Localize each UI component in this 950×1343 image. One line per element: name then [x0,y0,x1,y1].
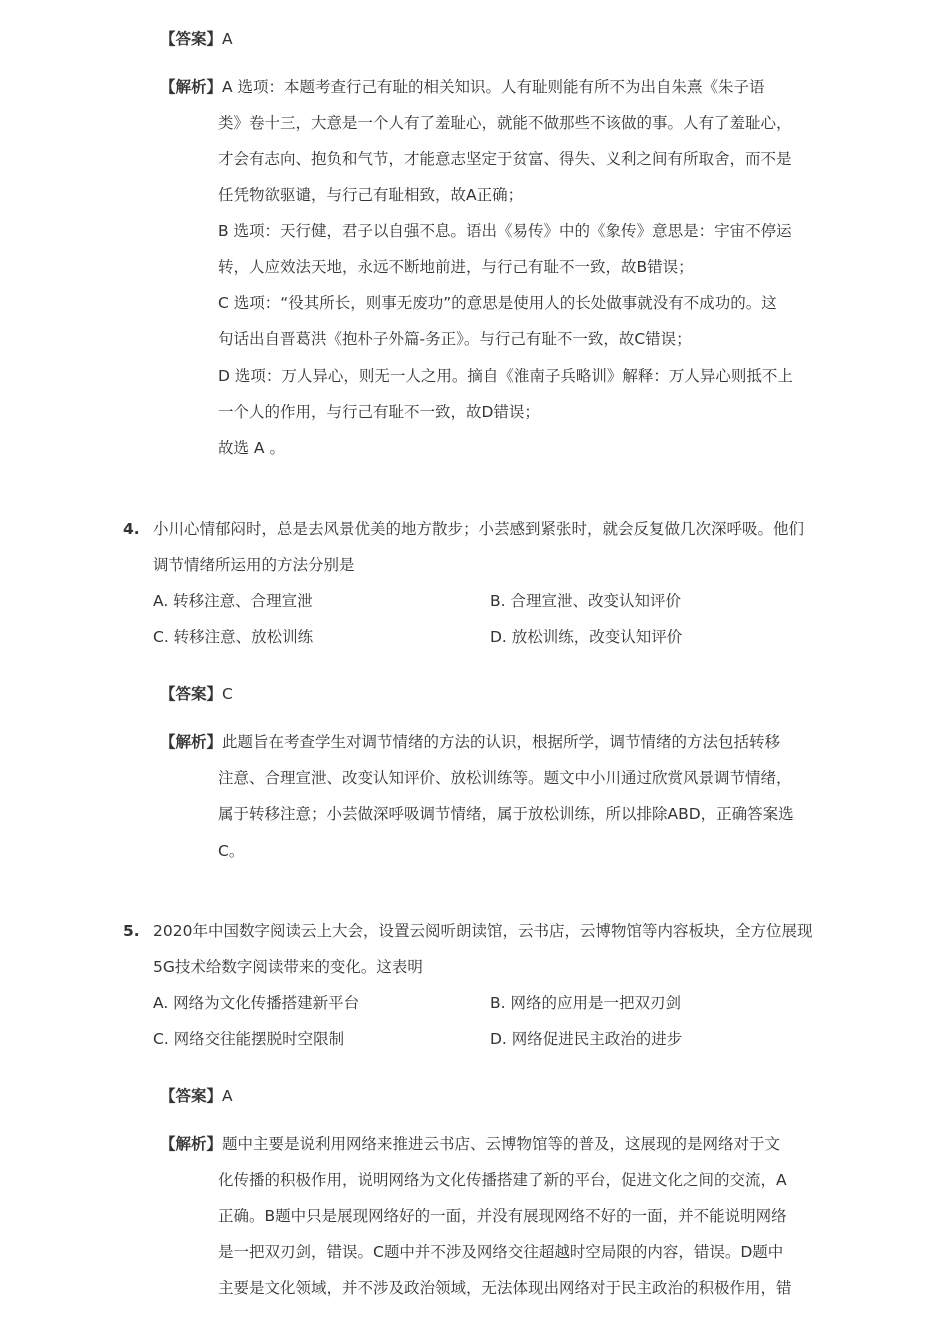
q4-number: 4. [123,520,140,538]
q3-analysis-line: 一个人的作用，与行己有耻不一致，故D错误； [218,403,540,421]
q3-analysis-line: 类》卷十三，大意是一个人有了羞耻心，就能不做那些不该做的事。人有了羞耻心， [218,114,792,132]
q4-option-b[interactable]: B. 合理宣泄、改变认知评价 [490,592,681,610]
q3-analysis-line: 转，人应效法天地，永远不断地前进，与行己有耻不一致，故B错误； [218,258,694,276]
q5-analysis-line: 主要是文化领域，并不涉及政治领域，无法体现出网络对于民主政治的积极作用，错 [218,1279,792,1297]
answer-value: A [222,1087,233,1105]
q3-analysis-first [160,76,765,98]
analysis-label: 【解析】 [160,733,223,751]
analysis-label: 【解析】 [160,78,223,96]
q5-option-c[interactable]: C. 网络交往能摆脱时空限制 [153,1030,345,1048]
q5-stem-line: 2020年中国数字阅读云上大会，设置云阅听朗读馆，云书店，云博物馆等内容板块，全方位展现 [153,922,813,940]
q5-analysis-line: 正确。B题中只是展现网络好的一面，并没有展现网络不好的一面，并不能说明网络 [218,1207,787,1225]
q5-analysis-first [160,1133,780,1155]
analysis-text: A 选项：本题考查行己有耻的相关知识。人有耻则能有所不为出自朱熹《朱子语 [222,78,765,96]
q3-analysis-line: 才会有志向、抱负和气节，才能意志坚定于贫富、得失、义利之间有所取舍，而不是 [218,150,792,168]
answer-label: 【答案】 [160,30,223,48]
q3-analysis-line: 任凭物欲驱谴，与行己有耻相致，故A正确； [218,186,524,204]
q4-analysis-first [160,731,780,753]
answer-label: 【答案】 [160,685,223,703]
q4-option-c[interactable]: C. 转移注意、放松训练 [153,628,314,646]
answer-label: 【答案】 [160,1087,223,1105]
q4-option-d[interactable]: D. 放松训练，改变认知评价 [490,628,683,646]
answer-value: C [222,685,233,703]
q5-number: 5. [123,922,140,940]
q5-analysis-line: 是一把双刃剑，错误。C题中并不涉及网络交往超越时空局限的内容，错误。D题中 [218,1243,784,1261]
analysis-label: 【解析】 [160,1135,223,1153]
q4-option-a[interactable]: A. 转移注意、合理宣泄 [153,592,313,610]
q4-stem-line: 小川心情郁闷时，总是去风景优美的地方散步；小芸感到紧张时，就会反复做几次深呼吸。他们 [153,520,805,538]
q3-analysis-line: B 选项：天行健，君子以自强不息。语出《易传》中的《象传》意思是：宇宙不停运 [218,222,792,240]
q4-stem-line: 调节情绪所运用的方法分别是 [153,556,355,574]
q3-analysis-line: D 选项：万人异心，则无一人之用。摘自《淮南子兵略训》解释：万人异心则抵不上 [218,367,793,385]
q3-analysis-line: 故选 A 。 [218,439,285,457]
q4-analysis-line: C。 [218,842,245,860]
q5-answer [160,1085,233,1107]
q4-analysis-line: 属于转移注意；小芸做深呼吸调节情绪，属于放松训练，所以排除ABD，正确答案选 [218,805,794,823]
q3-analysis-line: 句话出自晋葛洪《抱朴子外篇-务正》。与行己有耻不一致，故C错误； [218,330,692,348]
q5-stem-line: 5G技术给数字阅读带来的变化。这表明 [153,958,423,976]
q4-answer [160,683,233,705]
answer-value: A [222,30,233,48]
analysis-text: 题中主要是说利用网络来推进云书店、云博物馆等的普及，这展现的是网络对于文 [222,1135,781,1153]
q3-analysis-line: C 选项：“役其所长，则事无废功”的意思是使用人的长处做事就没有不成功的。这 [218,294,777,312]
q3-answer [160,28,233,50]
q5-option-b[interactable]: B. 网络的应用是一把双刃剑 [490,994,681,1012]
q5-option-d[interactable]: D. 网络促进民主政治的进步 [490,1030,683,1048]
q5-analysis-line: 化传播的积极作用，说明网络为文化传播搭建了新的平台，促进文化之间的交流，A [218,1171,787,1189]
q5-option-a[interactable]: A. 网络为文化传播搭建新平台 [153,994,360,1012]
q4-analysis-line: 注意、合理宣泄、改变认知评价、放松训练等。题文中小川通过欣赏风景调节情绪， [218,769,792,787]
analysis-text: 此题旨在考查学生对调节情绪的方法的认识，根据所学，调节情绪的方法包括转移 [222,733,781,751]
